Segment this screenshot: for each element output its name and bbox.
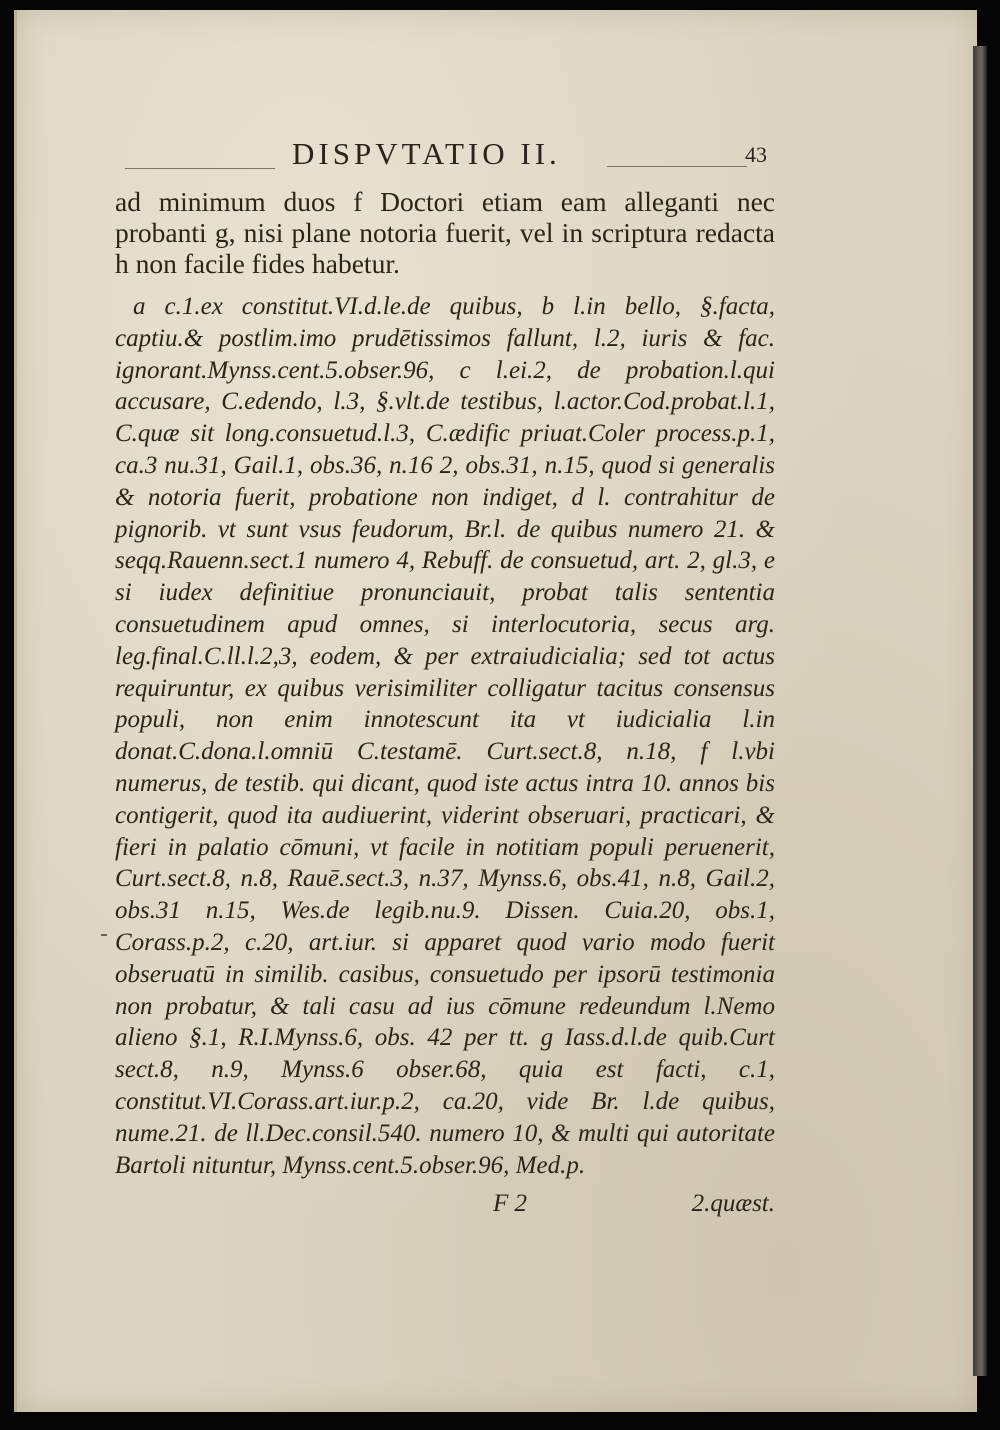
main-text: ad minimum duos f Doctori etiam eam alleganti nec probanti g, nisi plane notoria fuerit, vel in scriptura redacta h non facile fides habetur. (115, 186, 775, 279)
text-block (115, 186, 775, 1181)
header-rule-left (125, 168, 275, 169)
direction-line (115, 1190, 775, 1224)
catchword: 2.quæst. (691, 1190, 775, 1217)
page-number: 43 (745, 142, 767, 167)
signature-mark: F 2 (493, 1190, 528, 1217)
page-header (17, 132, 977, 182)
running-title: DISPVTATIO II. (292, 136, 561, 171)
book-page (14, 10, 977, 1412)
marginal-notes: a c.1.ex constitut.VI.d.le.de quibus, b l.in bello, §.facta, captiu.& postlim.imo prudētissimos fallunt, l.2, iuris & fac. ignorant.Mynss.cent.5.obser.96, c l.ei.2, de probation.l.qui accusare, C.edendo, l.3, §.vlt.de testibus, l.actor.Cod.probat.l.1, C.quæ sit long.consuetud.l.3, C.ædific priuat.Coler process.p.1, ca.3 nu.31, Gail.1, obs.36, n.16 2, obs.31, n.15, quod si generalis & notoria fuerit, probatione non indiget, d l. contrahitur de pignorib. vt sunt vsus feudorum, Br.l. de quibus numero 21. & seqq.Rauenn.sect.1 numero 4, Rebuff. de consuetud, art. 2, gl.3, e si iudex definitiue pronunciauit, probat talis sententia consuetudinem apud omnes, si interlocutoria, secus arg. leg.final.C.ll.l.2,3, eodem, & per extraiudicialia; sed tot actus requiruntur, ex quibus verisimiliter colligatur tacitus consensus populi, non enim innotescunt ita vt iudicialia l.in donat.C.dona.l.omniū C.testamē. Curt.sect.8, n.18, f l.vbi numerus, de testib. qui dicant, quod iste actus intra 10. annos bis contigerit, quod ita audiuerint, viderint obseruari, practicari, & fieri in palatio cōmuni, vt facile in notitiam populi peruenerit, Curt.sect.8, n.8, Rauē.sect.3, n.37, Mynss.6, obs.41, n.8, Gail.2, obs.31 n.15, Wes.de legib.nu.9. Dissen. Cuia.20, obs.1, Corass.p.2, c.20, art.iur. si apparet quod vario modo fuerit obseruatū in similib. casibus, consuetudo per ipsorū testimonia non probatur, & tali casu ad ius cōmune redeundum l.Nemo alieno §.1, R.I.Mynss.6, obs. 42 per tt. g Iass.d.l.de quib.Curt sect.8, n.9, Mynss.6 obser.68, quia est facti, c.1, constitut.VI.Corass.art.iur.p.2, ca.20, vide Br. l.de quibus, nume.21. de ll.Dec.consil.540. numero 10, & multi qui autoritate Bartoli nituntur, Mynss.cent.5.obser.96, Med.p. (115, 293, 775, 1179)
margin-mark (101, 934, 107, 936)
page-edge (973, 46, 987, 1376)
header-rule-right (607, 166, 747, 167)
